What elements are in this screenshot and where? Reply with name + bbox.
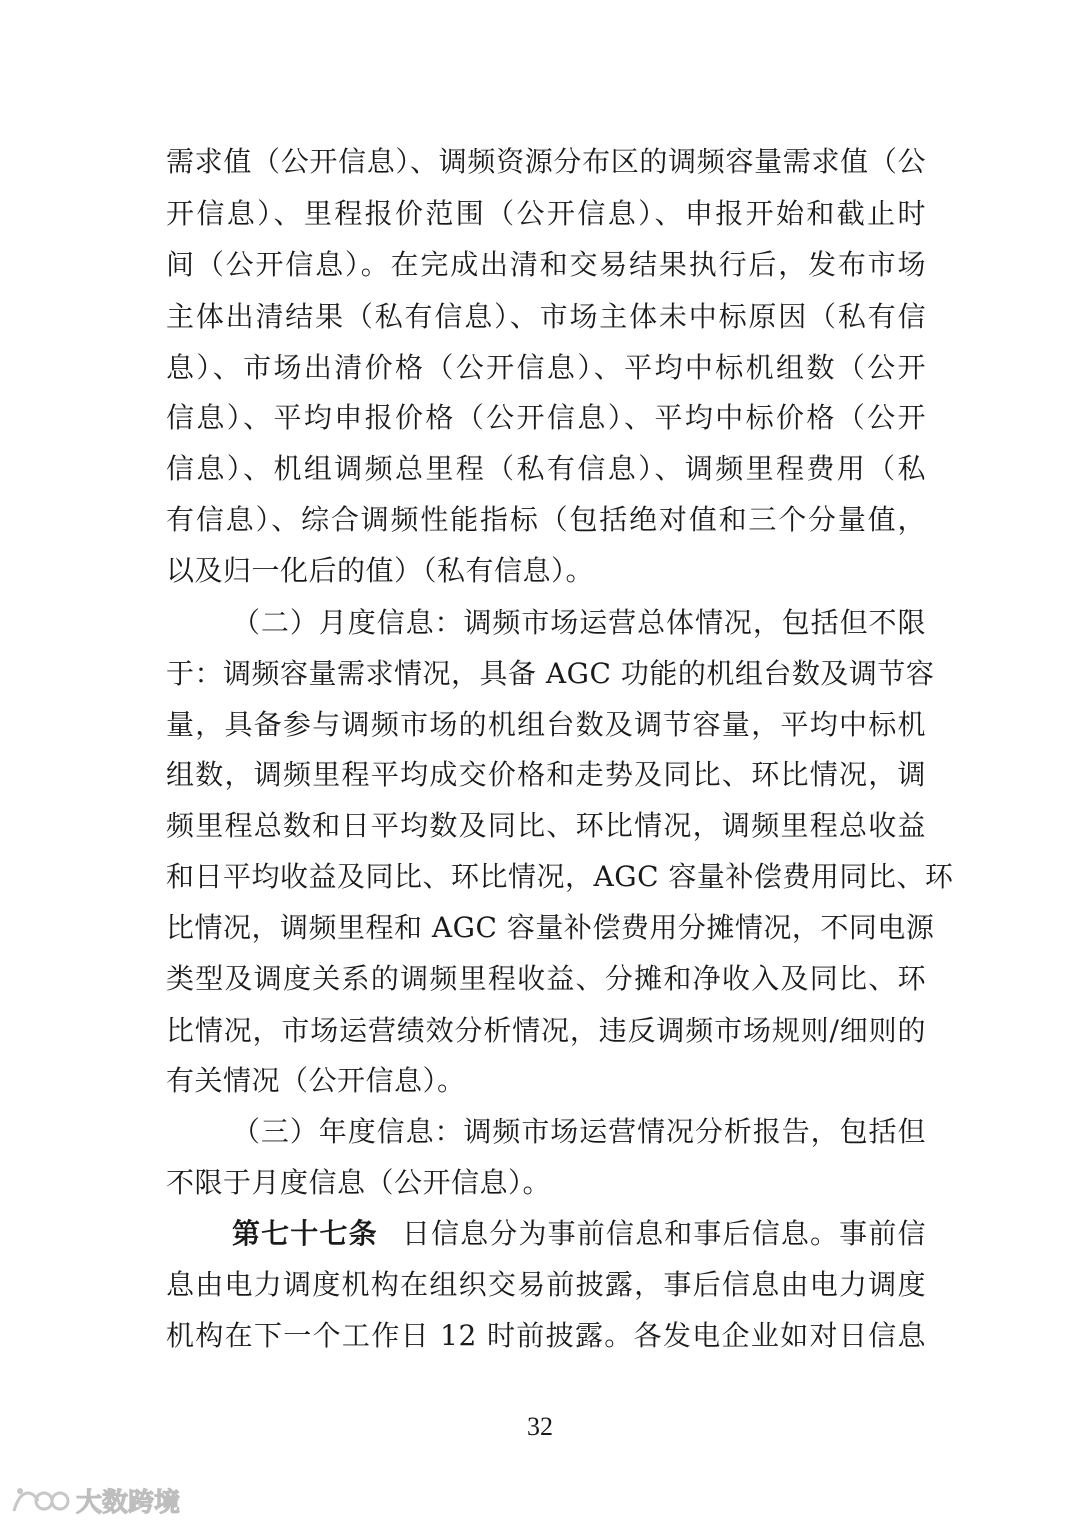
paragraph-annual-start: （三）年度信息：调频市场运营情况分析报告，包括但 [232, 1115, 926, 1148]
body-line: 类型及调度关系的调频里程收益、分摊和净收入及同比、环 [166, 962, 926, 995]
page-number: 32 [527, 1412, 553, 1441]
body-line: 量，具备参与调频市场的机组台数及调节容量，平均中标机 [166, 708, 926, 741]
body-line: 需求值（公开信息）、调频资源分布区的调频容量需求值（公 [166, 145, 926, 178]
body-line: 有关情况（公开信息）。 [166, 1064, 466, 1097]
body-line: 有信息）、综合调频性能指标（包括绝对值和三个分量值， [166, 503, 926, 536]
body-line: 不限于月度信息（公开信息）。 [166, 1166, 552, 1199]
watermark [10, 1480, 180, 1520]
body-line: 间（公开信息）。在完成出清和交易结果执行后，发布市场 [166, 248, 926, 281]
body-line: 主体出清结果（私有信息）、市场主体未中标原因（私有信 [166, 300, 926, 333]
body-line: 开信息）、里程报价范围（公开信息）、申报开始和截止时 [166, 197, 926, 230]
body-line: 比情况，调频里程和 AGC 容量补偿费用分摊情况，不同电源 [166, 911, 935, 944]
body-line: 息由电力调度机构在组织交易前披露，事后信息由电力调度 [166, 1268, 926, 1301]
body-line: 以及归一化后的值）（私有信息）。 [166, 554, 595, 587]
body-line: 息）、市场出清价格（公开信息）、平均中标机组数（公开 [166, 351, 926, 384]
article-heading: 第七十七条 [232, 1217, 378, 1250]
watermark-text: 大数跨境 [76, 1487, 181, 1518]
body-line: 信息）、平均申报价格（公开信息）、平均中标价格（公开 [166, 401, 926, 434]
body-line: 信息）、机组调频总里程（私有信息）、调频里程费用（私 [166, 452, 926, 485]
body-line: 组数，调频里程平均成交价格和走势及同比、环比情况，调 [166, 758, 926, 791]
article-text: 日信息分为事前信息和事后信息。事前信 [401, 1217, 926, 1250]
body-line: 和日平均收益及同比、环比情况，AGC 容量补偿费用同比、环 [166, 860, 954, 893]
body-line: 频里程总数和日平均数及同比、环比情况，调频里程总收益 [166, 809, 926, 842]
article-first-line [166, 1214, 926, 1254]
body-line: 机构在下一个工作日 12 时前披露。各发电企业如对日信息 [166, 1319, 926, 1352]
body-line: 于：调频容量需求情况，具备 AGC 功能的机组台数及调节容 [166, 657, 935, 690]
body-line: 比情况，市场运营绩效分析情况，违反调频市场规则/细则的 [166, 1014, 926, 1047]
watermark-logo-icon [10, 1483, 70, 1517]
paragraph-monthly-start: （二）月度信息：调频市场运营总体情况，包括但不限 [232, 606, 926, 639]
